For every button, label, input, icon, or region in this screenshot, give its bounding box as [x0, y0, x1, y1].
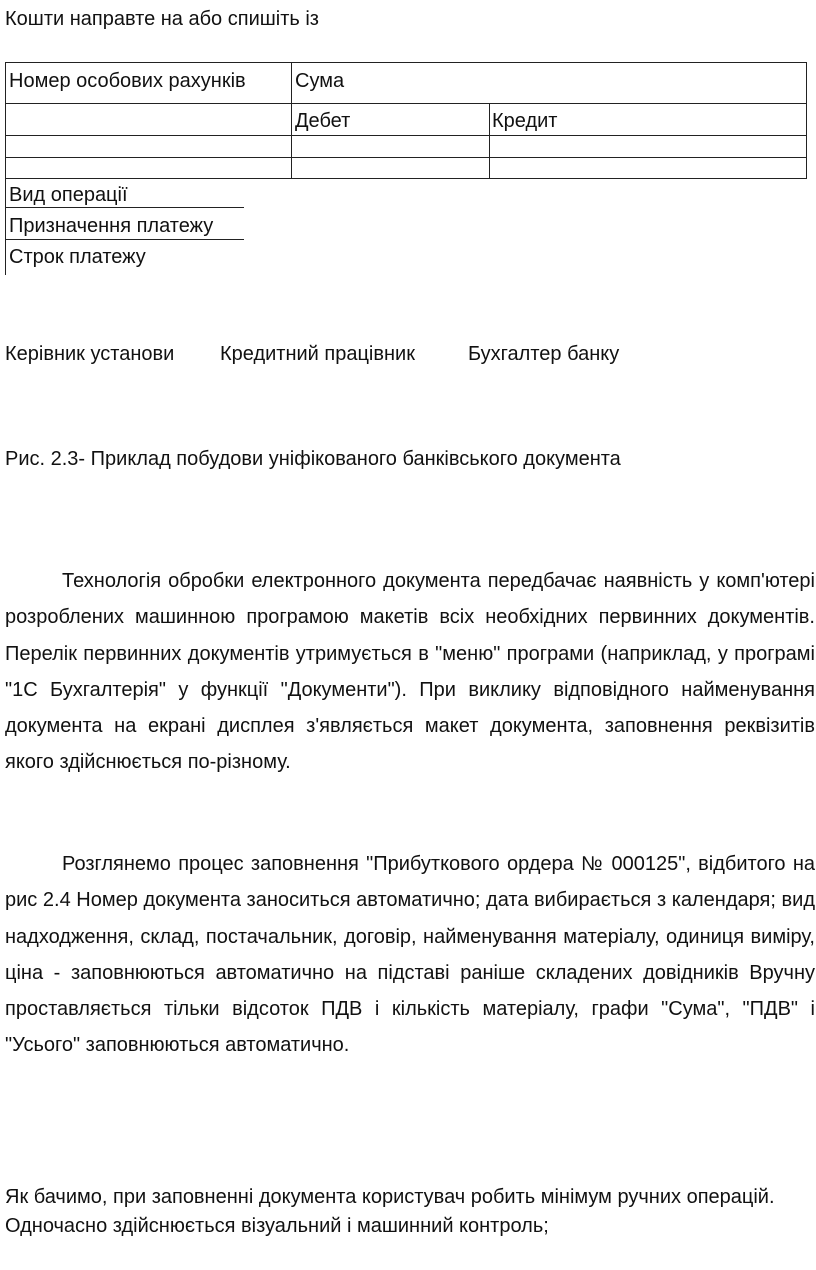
operation-divider: [5, 239, 244, 240]
credit-header: Кредит: [492, 110, 558, 132]
table-divider: [5, 157, 807, 158]
operation-block-border: [5, 179, 6, 275]
table-border-right: [806, 62, 807, 179]
table-border-top: [5, 62, 807, 63]
paragraph: Розглянемо процес заповнення "Прибуткового ордера № 000125", відбитого на рис 2.4 Номер документа заноситься автоматично; дата вибирається з календаря; вид надходження, склад, постачальник, договір, найменування матеріалу, одиниця виміру, ціна - заповнюються автоматично на підставі раніше складених довідників Вручну проставляється тільки відсоток ПДВ і кількість матеріалу, графи "Сума", "ПДВ" і "Усього" заповнюються автоматично.: [5, 853, 815, 1057]
payment-purpose-label: Призначення платежу: [9, 215, 214, 237]
paragraph: Технологія обробки електронного документа передбачає наявність у комп'ютері розроблених машинною програмою макетів всіх необхідних первинних документів. Перелік первинних документів утримується в "меню" програми (наприклад, у програмі "1С Бухгалтерія" у функції "Документи"). При виклику відповідного найменування документа на екрані дисплея з'являється макет документа, заповнення реквізитів якого здійснюється по-різному.: [5, 570, 815, 774]
payment-term-label: Строк платежу: [9, 246, 146, 268]
figure-caption: Рис. 2.3- Приклад побудови уніфікованого банківського документа: [5, 448, 621, 470]
table-column-divider: [489, 103, 490, 179]
form-intro-text: Кошти направте на або спишіть із: [5, 8, 319, 30]
table-divider: [5, 135, 807, 136]
table-border-bottom: [5, 178, 807, 179]
signature-accountant: Бухгалтер банку: [468, 343, 620, 365]
table-divider: [5, 103, 807, 104]
sum-header: Сума: [295, 70, 345, 92]
debit-header: Дебет: [295, 110, 351, 132]
operation-type-label: Вид операції: [9, 184, 128, 206]
paragraph: Як бачимо, при заповненні документа користувач робить мінімум ручних операцій. Одночасно здійснюється візуальний і машинний контроль;: [5, 1186, 775, 1237]
signature-credit-officer: Кредитний працівник: [220, 343, 415, 365]
table-border-left: [5, 62, 6, 179]
accounts-header: Номер особових рахунків: [9, 70, 246, 92]
signature-head: Керівник установи: [5, 343, 175, 365]
table-column-divider: [291, 62, 292, 179]
accounts-table: [5, 62, 807, 179]
operation-divider: [5, 207, 244, 208]
